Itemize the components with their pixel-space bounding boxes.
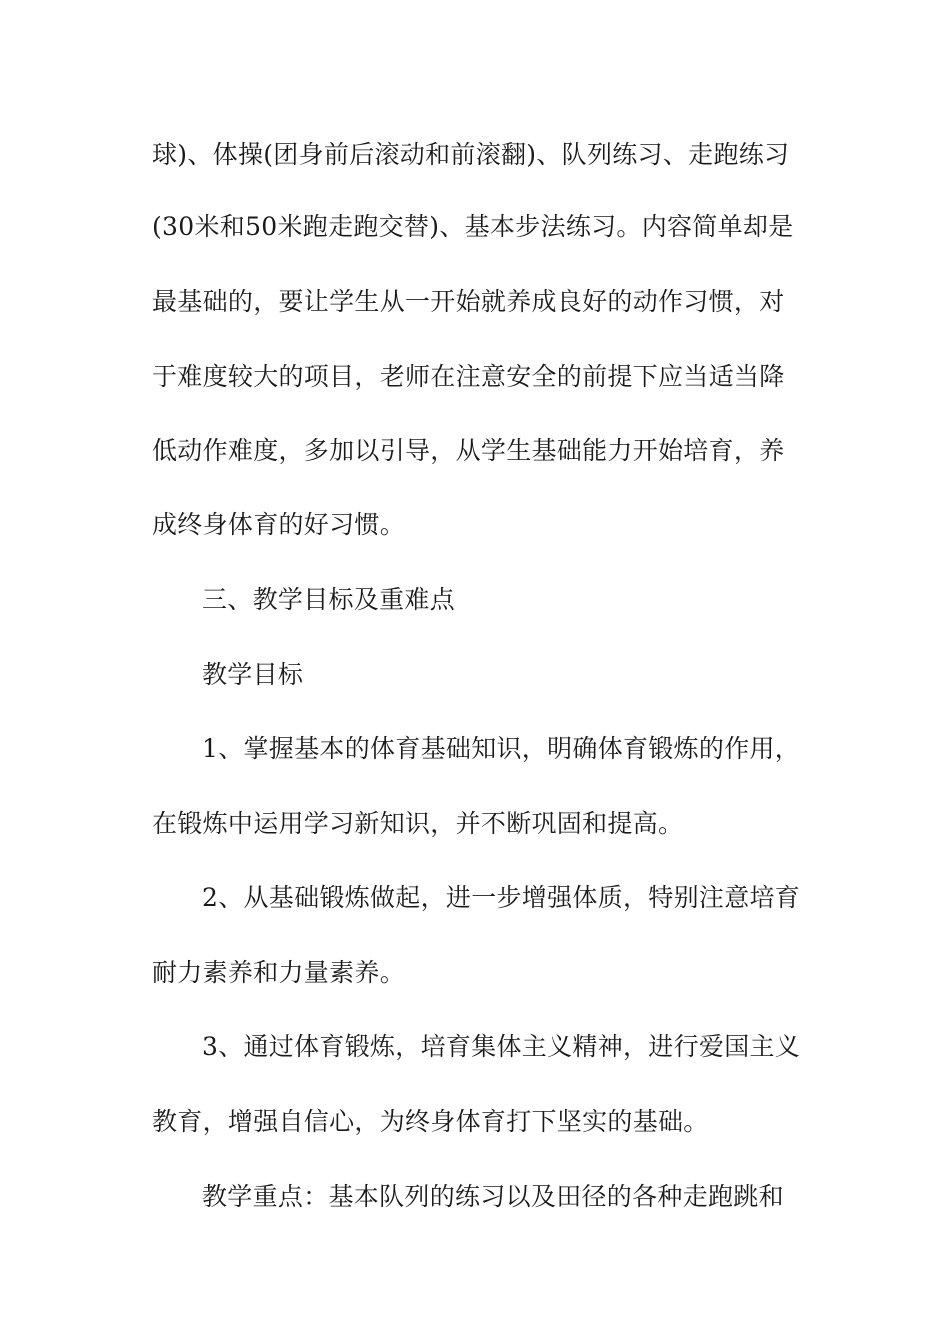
body-text-line: 成终身体育的好习惯。 — [152, 510, 406, 539]
body-text-line: 耐力素养和力量素养。 — [152, 958, 406, 987]
body-text-line: 最基础的，要让学生从一开始就养成良好的动作习惯，对 — [152, 287, 785, 316]
body-text-line: 1、掌握基本的体育基础知识，明确体育锻炼的作用， — [202, 734, 801, 763]
body-text-line: 教育，增强自信心，为终身体育打下坚实的基础。 — [152, 1107, 709, 1136]
body-text-line: 3、通过体育锻炼，培育集体主义精神，进行爱国主义 — [202, 1032, 801, 1061]
body-text-line: 低动作难度，多加以引导，从学生基础能力开始培育，养 — [152, 436, 785, 465]
body-text-line: 球)、体操(团身前后滚动和前滚翻)、队列练习、走跑练习 — [152, 140, 790, 169]
body-text-line: 2、从基础锻炼做起，进一步增强体质，特别注意培育 — [202, 883, 801, 912]
subsection-heading: 教学目标 — [202, 660, 304, 689]
section-heading: 三、教学目标及重难点 — [202, 585, 456, 614]
body-text-line: (30米和50米跑走跑交替)、基本步法练习。内容简单却是 — [152, 212, 794, 241]
body-text-line: 教学重点：基本队列的练习以及田径的各种走跑跳和 — [202, 1182, 784, 1211]
body-text-line: 于难度较大的项目，老师在注意安全的前提下应当适当降 — [152, 362, 785, 391]
body-text-line: 在锻炼中运用学习新知识，并不断巩固和提高。 — [152, 809, 684, 838]
